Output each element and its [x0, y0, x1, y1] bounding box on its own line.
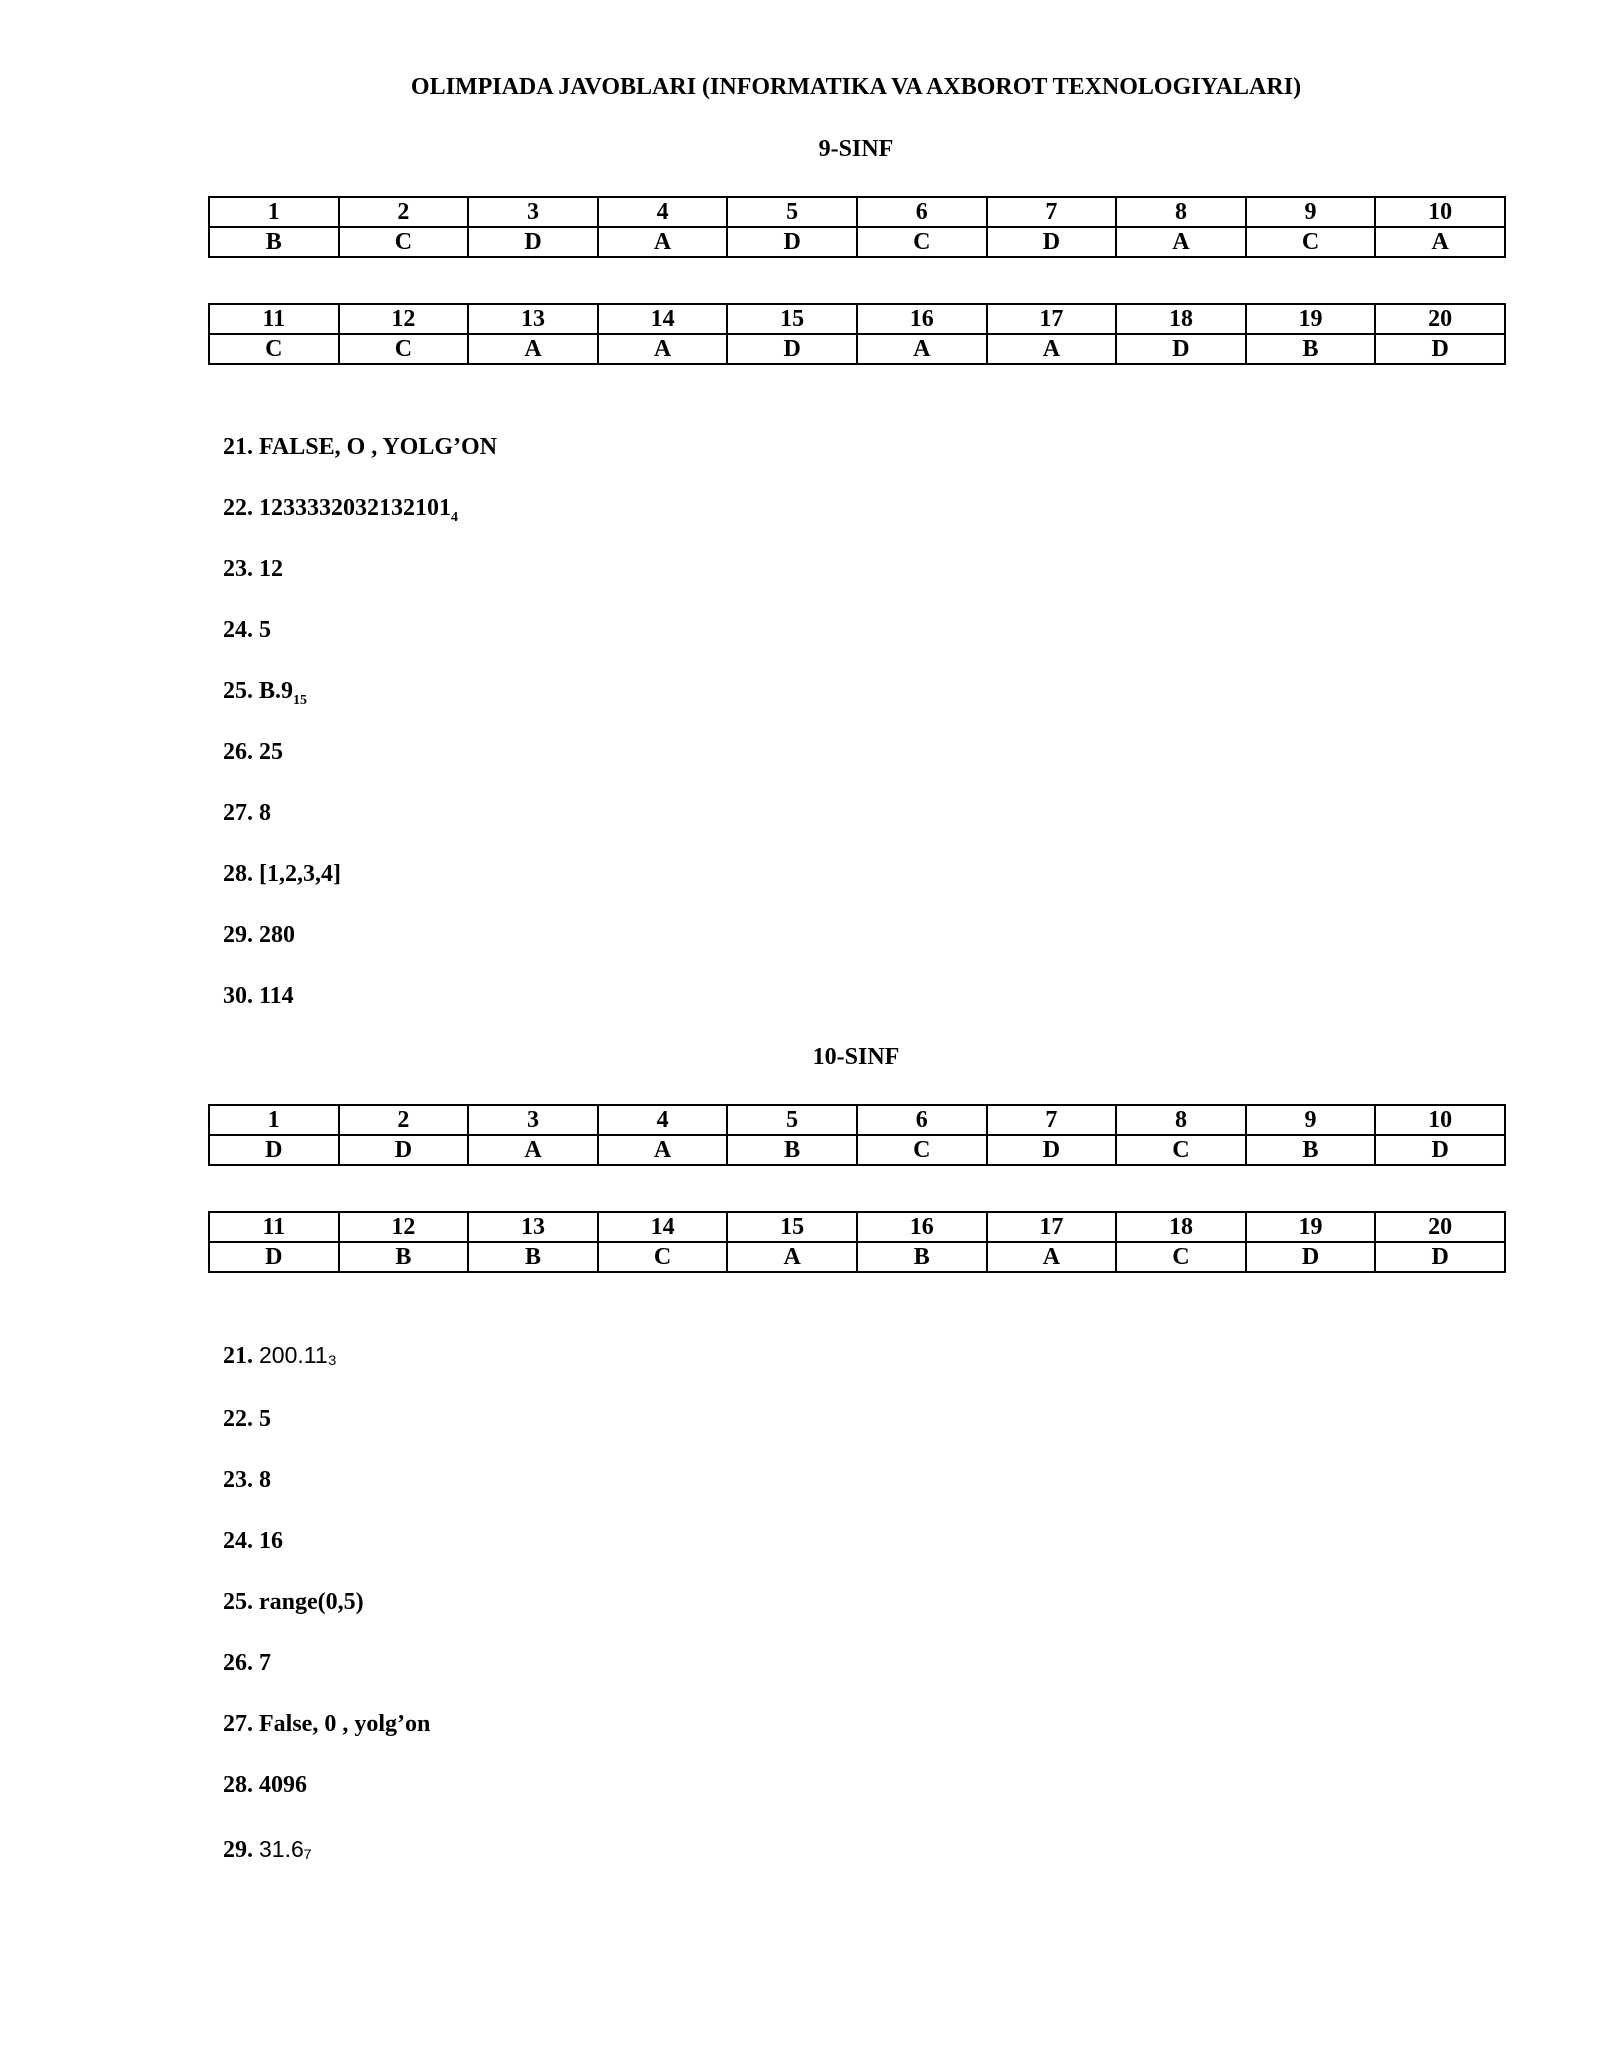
item-answer: 114: [259, 983, 294, 1009]
question-number: 11: [209, 1212, 339, 1242]
item-answer: False, 0 , yolg’on: [259, 1711, 431, 1737]
table-row-numbers: [209, 197, 1505, 227]
table-row-answers: [209, 1242, 1505, 1272]
question-number: 5: [727, 197, 857, 227]
question-number: 1: [209, 1105, 339, 1135]
item-answer: 200.11₃: [259, 1342, 338, 1368]
question-number: 20: [1375, 1212, 1505, 1242]
item-number: 25.: [223, 678, 253, 704]
answer-cell: C: [339, 334, 469, 364]
answer-cell: D: [727, 227, 857, 257]
answer-cell: A: [598, 334, 728, 364]
base-subscript: 4: [451, 510, 458, 525]
item-answer: 8: [259, 1467, 271, 1493]
answer-cell: B: [727, 1135, 857, 1165]
answer-table-10-sinf-11-20: [208, 1211, 1506, 1273]
list-item: [223, 922, 295, 949]
list-item: [223, 739, 283, 766]
list-item: [223, 1711, 430, 1738]
section-heading-10-sinf: 10-SINF: [812, 1044, 900, 1070]
table-row-answers: [209, 1135, 1505, 1165]
item-answer: 16: [259, 1528, 283, 1554]
answer-cell: D: [468, 227, 598, 257]
item-answer: FALSE, O , YOLG’ON: [259, 434, 498, 460]
question-number: 17: [987, 1212, 1117, 1242]
answer-cell: A: [857, 334, 987, 364]
item-number: 25.: [223, 1589, 253, 1615]
item-answer: 31.6₇: [259, 1836, 312, 1862]
item-answer: 4096: [259, 1772, 307, 1798]
question-number: 20: [1375, 304, 1505, 334]
item-answer: range(0,5): [259, 1589, 364, 1615]
answer-cell: C: [857, 227, 987, 257]
item-number: 22.: [223, 1406, 253, 1432]
item-answer: 8: [259, 800, 271, 826]
item-answer: B.9: [259, 678, 294, 704]
answer-cell: D: [987, 1135, 1117, 1165]
question-number: 2: [339, 197, 469, 227]
item-answer: 12: [259, 556, 283, 582]
answer-cell: A: [727, 1242, 857, 1272]
answer-cell: D: [1246, 1242, 1376, 1272]
item-number: 21.: [223, 434, 253, 460]
item-answer: 5: [259, 1406, 271, 1432]
answer-cell: C: [1116, 1242, 1246, 1272]
answer-cell: C: [209, 334, 339, 364]
list-item: [223, 800, 271, 827]
answer-cell: B: [468, 1242, 598, 1272]
table-row-numbers: [209, 1212, 1505, 1242]
answer-cell: D: [209, 1135, 339, 1165]
list-item: [223, 983, 294, 1010]
answer-cell: B: [339, 1242, 469, 1272]
item-number: 26.: [223, 1650, 253, 1676]
item-answer: 7: [259, 1650, 271, 1676]
answer-cell: B: [1246, 1135, 1376, 1165]
list-item: [223, 495, 458, 525]
answer-cell: B: [1246, 334, 1376, 364]
answer-cell: A: [987, 1242, 1117, 1272]
question-number: 9: [1246, 197, 1376, 227]
item-number: 29.: [223, 1837, 253, 1863]
answer-table-9-sinf-11-20: [208, 303, 1506, 365]
question-number: 13: [468, 304, 598, 334]
item-number: 28.: [223, 1772, 253, 1798]
item-answer: 280: [259, 922, 295, 948]
list-item: [223, 1467, 271, 1494]
list-item: [223, 1589, 364, 1616]
question-number: 18: [1116, 1212, 1246, 1242]
item-number: 23.: [223, 1467, 253, 1493]
answer-cell: D: [1375, 1135, 1505, 1165]
question-number: 5: [727, 1105, 857, 1135]
question-number: 7: [987, 197, 1117, 227]
item-number: 27.: [223, 1711, 253, 1737]
answer-cell: D: [1116, 334, 1246, 364]
page-title: OLIMPIADA JAVOBLARI (INFORMATIKA VA AXBOROT TEXNOLOGIYALARI): [410, 74, 1302, 100]
question-number: 11: [209, 304, 339, 334]
answer-table-9-sinf-1-10: [208, 196, 1506, 258]
list-item: [223, 1528, 283, 1555]
item-number: 24.: [223, 617, 253, 643]
section-heading-9-sinf: 9-SINF: [818, 136, 894, 162]
answer-cell: B: [209, 227, 339, 257]
item-number: 23.: [223, 556, 253, 582]
list-item: [223, 861, 341, 888]
answer-cell: A: [1375, 227, 1505, 257]
answer-cell: D: [727, 334, 857, 364]
answer-cell: C: [857, 1135, 987, 1165]
answer-cell: C: [1246, 227, 1376, 257]
item-answer: 25: [259, 739, 283, 765]
list-item: [223, 678, 308, 708]
answer-cell: D: [987, 227, 1117, 257]
question-number: 18: [1116, 304, 1246, 334]
answer-cell: A: [1116, 227, 1246, 257]
answer-cell: C: [339, 227, 469, 257]
table-row-numbers: [209, 304, 1505, 334]
answer-cell: D: [209, 1242, 339, 1272]
base-subscript: 15: [293, 693, 308, 708]
question-number: 8: [1116, 197, 1246, 227]
item-number: 29.: [223, 922, 253, 948]
item-answer: [1,2,3,4]: [259, 861, 341, 887]
item-answer: 5: [259, 617, 271, 643]
question-number: 16: [857, 304, 987, 334]
question-number: 16: [857, 1212, 987, 1242]
answer-cell: C: [598, 1242, 728, 1272]
item-number: 30.: [223, 983, 253, 1009]
question-number: 6: [857, 197, 987, 227]
answer-cell: A: [468, 1135, 598, 1165]
table-row-numbers: [209, 1105, 1505, 1135]
question-number: 10: [1375, 1105, 1505, 1135]
table-row-answers: [209, 334, 1505, 364]
item-number: 26.: [223, 739, 253, 765]
question-number: 14: [598, 1212, 728, 1242]
item-number: 24.: [223, 1528, 253, 1554]
list-item: [223, 617, 271, 644]
question-number: 3: [468, 1105, 598, 1135]
answer-cell: B: [857, 1242, 987, 1272]
item-number: 28.: [223, 861, 253, 887]
answer-table-10-sinf-1-10: [208, 1104, 1506, 1166]
question-number: 19: [1246, 1212, 1376, 1242]
question-number: 15: [727, 1212, 857, 1242]
question-number: 1: [209, 197, 339, 227]
question-number: 8: [1116, 1105, 1246, 1135]
question-number: 10: [1375, 197, 1505, 227]
answer-cell: D: [1375, 1242, 1505, 1272]
answer-cell: D: [339, 1135, 469, 1165]
question-number: 3: [468, 197, 598, 227]
question-number: 19: [1246, 304, 1376, 334]
question-number: 6: [857, 1105, 987, 1135]
list-item: [223, 434, 497, 461]
question-number: 17: [987, 304, 1117, 334]
answer-cell: A: [598, 227, 728, 257]
question-number: 13: [468, 1212, 598, 1242]
list-item: [223, 1836, 312, 1864]
question-number: 4: [598, 197, 728, 227]
answer-cell: A: [468, 334, 598, 364]
answer-cell: A: [987, 334, 1117, 364]
list-item: [223, 1406, 271, 1433]
question-number: 15: [727, 304, 857, 334]
question-number: 12: [339, 304, 469, 334]
question-number: 4: [598, 1105, 728, 1135]
question-number: 2: [339, 1105, 469, 1135]
list-item: [223, 1772, 307, 1799]
list-item: [223, 556, 283, 583]
question-number: 9: [1246, 1105, 1376, 1135]
table-row-answers: [209, 227, 1505, 257]
question-number: 7: [987, 1105, 1117, 1135]
answer-cell: C: [1116, 1135, 1246, 1165]
list-item: [223, 1342, 337, 1370]
question-number: 12: [339, 1212, 469, 1242]
item-number: 21.: [223, 1343, 253, 1369]
answer-cell: A: [598, 1135, 728, 1165]
question-number: 14: [598, 304, 728, 334]
item-number: 27.: [223, 800, 253, 826]
item-number: 22.: [223, 495, 253, 521]
answer-cell: D: [1375, 334, 1505, 364]
item-answer: 1233332032132101: [259, 495, 451, 521]
list-item: [223, 1650, 271, 1677]
